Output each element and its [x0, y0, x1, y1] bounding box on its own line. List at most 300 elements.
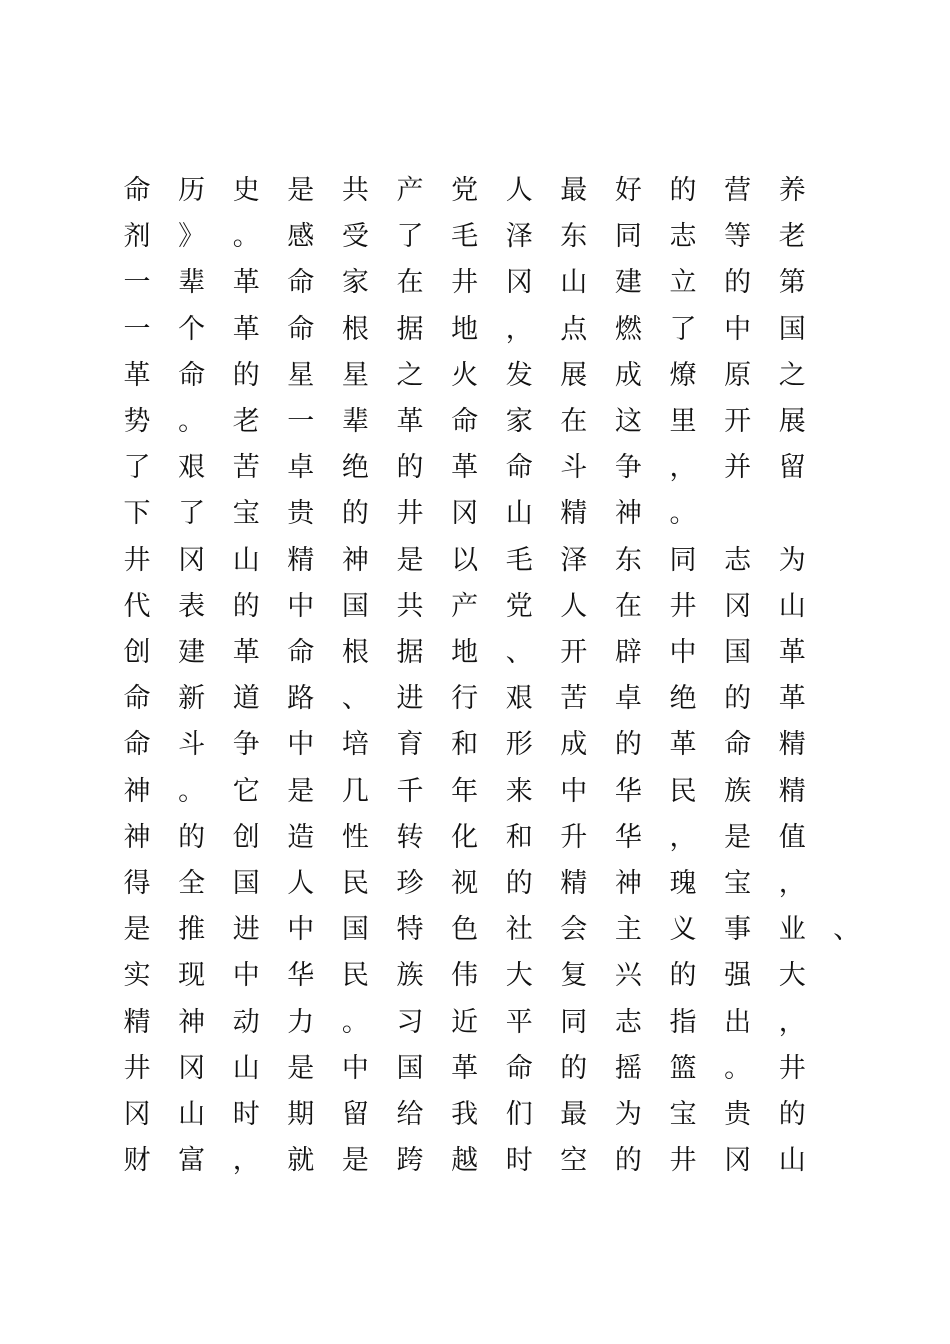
text-char: 代 [123, 590, 151, 622]
text-char: 值 [778, 821, 806, 853]
text-char: 是 [396, 544, 424, 576]
text-char: 井 [396, 498, 424, 530]
text-line [0, 1092, 950, 1138]
text-char: 国 [341, 590, 369, 622]
text-char: ， [232, 1145, 260, 1177]
text-char: 神 [123, 821, 151, 853]
text-char: 是 [287, 1052, 315, 1084]
text-char: 珍 [396, 868, 424, 899]
text-line [0, 168, 950, 214]
text-char: 志 [724, 544, 752, 576]
text-char: 山 [178, 1099, 206, 1130]
text-char: 、 [505, 637, 533, 668]
text-char: 富 [178, 1145, 206, 1177]
text-char: 人 [560, 590, 588, 622]
text-char: 里 [669, 406, 697, 437]
text-char: 给 [396, 1099, 424, 1130]
text-char: 族 [396, 960, 424, 992]
text-char: 命 [505, 452, 533, 484]
text-char: 志 [614, 1006, 642, 1038]
text-char: 的 [341, 498, 369, 530]
text-char: 星 [287, 359, 315, 391]
text-char: 好 [614, 175, 642, 206]
text-char: 平 [505, 1006, 533, 1038]
text-char: 绝 [341, 452, 369, 484]
text-char: 中 [724, 313, 752, 345]
text-char: 发 [505, 359, 533, 391]
text-char: 产 [451, 590, 479, 622]
text-char: 等 [724, 221, 752, 253]
text-char: 民 [669, 775, 697, 807]
text-char: 命 [451, 406, 479, 437]
text-char: 成 [560, 729, 588, 761]
text-char: 革 [669, 729, 697, 761]
text-char: 命 [287, 313, 315, 345]
text-char: 的 [669, 960, 697, 992]
text-char: 毛 [505, 544, 533, 576]
text-char: 艰 [178, 452, 206, 484]
text-char: 为 [778, 544, 806, 576]
text-line [0, 307, 950, 353]
text-char: 共 [396, 590, 424, 622]
text-char: 冈 [123, 1099, 151, 1130]
text-char: 感 [287, 221, 315, 253]
text-char: 冈 [505, 267, 533, 299]
text-char: 根 [341, 313, 369, 345]
text-char: 革 [778, 637, 806, 668]
text-line [0, 353, 950, 399]
text-char: 第 [778, 267, 806, 299]
text-char: 辟 [614, 637, 642, 668]
text-char: 家 [341, 267, 369, 299]
text-char: 是 [123, 914, 151, 946]
text-char: 在 [560, 406, 588, 437]
text-char: 革 [451, 452, 479, 484]
text-char: 井 [669, 590, 697, 622]
text-char: 国 [341, 914, 369, 946]
text-char: ， [669, 452, 697, 484]
text-char: 进 [396, 683, 424, 715]
text-char: 育 [396, 729, 424, 761]
text-char: ， [778, 868, 806, 899]
text-char: 革 [232, 637, 260, 668]
text-char: 强 [724, 960, 752, 992]
text-char: 近 [451, 1006, 479, 1038]
text-char: ， [669, 821, 697, 853]
text-char: 营 [724, 175, 752, 206]
text-char: 争 [614, 452, 642, 484]
text-char: 革 [232, 267, 260, 299]
text-line [0, 953, 950, 999]
text-char: 革 [123, 359, 151, 391]
text-char: 、 [833, 914, 861, 946]
text-line [0, 445, 950, 491]
text-char: 斗 [560, 452, 588, 484]
text-char: 创 [232, 821, 260, 853]
text-char: 年 [451, 775, 479, 807]
text-char: 千 [396, 775, 424, 807]
text-char: 义 [669, 914, 697, 946]
text-char: 辈 [341, 406, 369, 437]
text-line [0, 1138, 950, 1184]
text-char: 之 [396, 359, 424, 391]
text-char: 时 [505, 1145, 533, 1177]
text-char: 贵 [287, 498, 315, 530]
text-char: 中 [341, 1052, 369, 1084]
text-char: 。 [178, 775, 206, 807]
text-char: 老 [778, 221, 806, 253]
text-char: 的 [669, 175, 697, 206]
text-line [0, 260, 950, 306]
text-char: 命 [287, 267, 315, 299]
text-char: 东 [614, 544, 642, 576]
text-char: 空 [560, 1145, 588, 1177]
text-char: 剂 [123, 221, 151, 253]
text-char: 在 [614, 590, 642, 622]
text-char: 的 [396, 452, 424, 484]
text-char: 共 [341, 175, 369, 206]
text-char: 一 [287, 406, 315, 437]
text-char: 越 [451, 1145, 479, 1177]
text-char: 的 [232, 590, 260, 622]
text-char: 。 [724, 1052, 752, 1084]
text-line [0, 399, 950, 445]
text-char: 志 [669, 221, 697, 253]
text-char: 神 [341, 544, 369, 576]
text-char: 指 [669, 1006, 697, 1038]
text-line [0, 861, 950, 907]
text-char: 性 [341, 821, 369, 853]
text-char: 命 [123, 683, 151, 715]
text-char: 井 [669, 1145, 697, 1177]
text-char: 苦 [232, 452, 260, 484]
text-char: 是 [287, 775, 315, 807]
text-char: 大 [505, 960, 533, 992]
text-char: 的 [232, 359, 260, 391]
text-char: 路 [287, 683, 315, 715]
text-char: 动 [232, 1006, 260, 1038]
text-char: 业 [778, 914, 806, 946]
text-char: 争 [232, 729, 260, 761]
text-line [0, 722, 950, 768]
text-char: 山 [778, 1145, 806, 1177]
text-char: 根 [341, 637, 369, 668]
text-char: 燃 [614, 313, 642, 345]
text-char: 以 [451, 544, 479, 576]
text-char: 星 [341, 359, 369, 391]
text-char: 华 [614, 821, 642, 853]
text-char: 命 [287, 637, 315, 668]
text-char: 原 [724, 359, 752, 391]
text-char: 国 [396, 1052, 424, 1084]
text-char: 革 [396, 406, 424, 437]
text-char: 华 [287, 960, 315, 992]
text-char: 推 [178, 914, 206, 946]
text-line [0, 630, 950, 676]
text-char: 力 [287, 1006, 315, 1038]
text-char: 开 [560, 637, 588, 668]
text-char: 历 [178, 175, 206, 206]
text-char: 冈 [724, 1145, 752, 1177]
text-line [0, 538, 950, 584]
text-char: 据 [396, 313, 424, 345]
text-char: 绝 [669, 683, 697, 715]
text-line [0, 676, 950, 722]
text-char: 瑰 [669, 868, 697, 899]
text-char: 精 [287, 544, 315, 576]
text-line [0, 1000, 950, 1046]
text-char: 并 [724, 452, 752, 484]
text-char: 点 [560, 313, 588, 345]
text-char: 冈 [178, 1052, 206, 1084]
text-line [0, 491, 950, 537]
text-char: 开 [724, 406, 752, 437]
text-char: 了 [178, 498, 206, 530]
text-char: 。 [669, 498, 697, 530]
text-char: 同 [614, 221, 642, 253]
text-char: 新 [178, 683, 206, 715]
text-char: 精 [560, 498, 588, 530]
text-char: 是 [341, 1145, 369, 1177]
text-line [0, 214, 950, 260]
text-char: 会 [560, 914, 588, 946]
text-char: 国 [724, 637, 752, 668]
text-char: 同 [669, 544, 697, 576]
text-char: 建 [614, 267, 642, 299]
text-char: 的 [178, 821, 206, 853]
text-line [0, 1046, 950, 1092]
text-char: 最 [560, 175, 588, 206]
text-char: 期 [287, 1099, 315, 1130]
text-char: ， [778, 1006, 806, 1038]
text-char: 革 [451, 1052, 479, 1084]
text-char: 卓 [614, 683, 642, 715]
text-char: 道 [232, 683, 260, 715]
text-line [0, 815, 950, 861]
text-char: 井 [778, 1052, 806, 1084]
text-line [0, 584, 950, 630]
text-char: 华 [614, 775, 642, 807]
text-char: 出 [724, 1006, 752, 1038]
text-char: 养 [778, 175, 806, 206]
text-char: 复 [560, 960, 588, 992]
text-char: 地 [451, 637, 479, 668]
text-char: 苦 [560, 683, 588, 715]
text-char: 受 [341, 221, 369, 253]
text-char: 宝 [669, 1099, 697, 1130]
text-char: 它 [232, 775, 260, 807]
text-char: 成 [614, 359, 642, 391]
text-char: 篮 [669, 1052, 697, 1084]
text-char: 特 [396, 914, 424, 946]
text-char: 留 [778, 452, 806, 484]
text-char: 的 [560, 1052, 588, 1084]
text-char: 中 [560, 775, 588, 807]
text-char: 地 [451, 313, 479, 345]
text-char: 党 [451, 175, 479, 206]
text-char: 的 [724, 683, 752, 715]
text-char: 视 [451, 868, 479, 899]
text-char: 宝 [724, 868, 752, 899]
text-char: 实 [123, 960, 151, 992]
text-char: 井 [123, 1052, 151, 1084]
text-char: 在 [396, 267, 424, 299]
text-char: 伟 [451, 960, 479, 992]
text-char: 的 [724, 267, 752, 299]
text-char: 进 [232, 914, 260, 946]
text-char: 势 [123, 406, 151, 437]
text-char: 的 [778, 1099, 806, 1130]
text-char: 井 [123, 544, 151, 576]
text-char: 卓 [287, 452, 315, 484]
text-char: 摇 [614, 1052, 642, 1084]
text-char: 培 [341, 729, 369, 761]
text-line [0, 769, 950, 815]
text-char: 和 [451, 729, 479, 761]
text-char: 冈 [724, 590, 752, 622]
text-char: 个 [178, 313, 206, 345]
text-char: 全 [178, 868, 206, 899]
text-char: 泽 [505, 221, 533, 253]
text-char: 老 [232, 406, 260, 437]
text-char: 色 [451, 914, 479, 946]
text-char: 中 [669, 637, 697, 668]
text-char: 立 [669, 267, 697, 299]
text-char: 神 [123, 775, 151, 807]
text-char: 史 [232, 175, 260, 206]
text-char: 精 [123, 1006, 151, 1038]
text-char: 升 [560, 821, 588, 853]
text-char: 人 [287, 868, 315, 899]
text-char: 化 [451, 821, 479, 853]
text-char: 的 [614, 729, 642, 761]
text-char: 据 [396, 637, 424, 668]
text-char: 艰 [505, 683, 533, 715]
text-char: 燎 [669, 359, 697, 391]
text-char: 、 [341, 683, 369, 715]
text-char: 之 [778, 359, 806, 391]
text-char: 家 [505, 406, 533, 437]
text-char: 习 [396, 1006, 424, 1038]
text-char: 中 [232, 960, 260, 992]
text-char: 几 [341, 775, 369, 807]
text-char: 。 [341, 1006, 369, 1038]
text-char: 时 [232, 1099, 260, 1130]
text-char: 们 [505, 1099, 533, 1130]
text-char: 了 [396, 221, 424, 253]
text-char: 财 [123, 1145, 151, 1177]
text-char: 命 [123, 729, 151, 761]
text-char: 表 [178, 590, 206, 622]
text-char: 中 [287, 729, 315, 761]
text-char: 造 [287, 821, 315, 853]
text-char: 跨 [396, 1145, 424, 1177]
text-char: 大 [778, 960, 806, 992]
text-char: 东 [560, 221, 588, 253]
text-char: 冈 [451, 498, 479, 530]
text-char: 。 [232, 221, 260, 253]
text-char: 。 [178, 406, 206, 437]
text-char: 创 [123, 637, 151, 668]
text-char: 行 [451, 683, 479, 715]
text-char: 得 [123, 868, 151, 899]
text-char: 宝 [232, 498, 260, 530]
text-char: 社 [505, 914, 533, 946]
text-char: 最 [560, 1099, 588, 1130]
text-char: 革 [232, 313, 260, 345]
text-char: 泽 [560, 544, 588, 576]
text-char: 精 [778, 775, 806, 807]
text-char: 一 [123, 267, 151, 299]
text-char: 中 [287, 914, 315, 946]
text-char: 神 [614, 498, 642, 530]
text-char: 和 [505, 821, 533, 853]
text-char: 族 [724, 775, 752, 807]
text-char: 的 [505, 868, 533, 899]
text-char: 山 [232, 544, 260, 576]
text-char: 命 [505, 1052, 533, 1084]
text-char: 是 [724, 821, 752, 853]
text-char: 建 [178, 637, 206, 668]
text-char: 就 [287, 1145, 315, 1177]
text-char: 精 [778, 729, 806, 761]
text-char: 主 [614, 914, 642, 946]
text-char: 斗 [178, 729, 206, 761]
text-char: 精 [560, 868, 588, 899]
text-char: 国 [778, 313, 806, 345]
text-char: 是 [287, 175, 315, 206]
text-char: 》 [178, 221, 206, 253]
text-char: 转 [396, 821, 424, 853]
text-char: 毛 [451, 221, 479, 253]
text-char: 为 [614, 1099, 642, 1130]
text-char: 展 [560, 359, 588, 391]
text-char: 贵 [724, 1099, 752, 1130]
text-char: 革 [778, 683, 806, 715]
text-char: 人 [505, 175, 533, 206]
text-char: 井 [451, 267, 479, 299]
text-char: 同 [560, 1006, 588, 1038]
text-char: 山 [232, 1052, 260, 1084]
text-char: 的 [614, 1145, 642, 1177]
text-char: 冈 [178, 544, 206, 576]
text-char: ， [505, 313, 533, 345]
text-char: 命 [724, 729, 752, 761]
text-char: 兴 [614, 960, 642, 992]
text-char: 山 [560, 267, 588, 299]
text-char: 民 [341, 960, 369, 992]
text-char: 命 [178, 359, 206, 391]
text-char: 火 [451, 359, 479, 391]
text-char: 了 [669, 313, 697, 345]
text-char: 形 [505, 729, 533, 761]
text-char: 神 [614, 868, 642, 899]
text-line [0, 907, 950, 953]
text-char: 这 [614, 406, 642, 437]
text-char: 党 [505, 590, 533, 622]
text-char: 民 [341, 868, 369, 899]
text-char: 产 [396, 175, 424, 206]
text-char: 事 [724, 914, 752, 946]
text-char: 现 [178, 960, 206, 992]
text-char: 了 [123, 452, 151, 484]
text-char: 我 [451, 1099, 479, 1130]
text-char: 下 [123, 498, 151, 530]
text-char: 留 [341, 1099, 369, 1130]
text-char: 山 [778, 590, 806, 622]
text-char: 中 [287, 590, 315, 622]
text-char: 来 [505, 775, 533, 807]
